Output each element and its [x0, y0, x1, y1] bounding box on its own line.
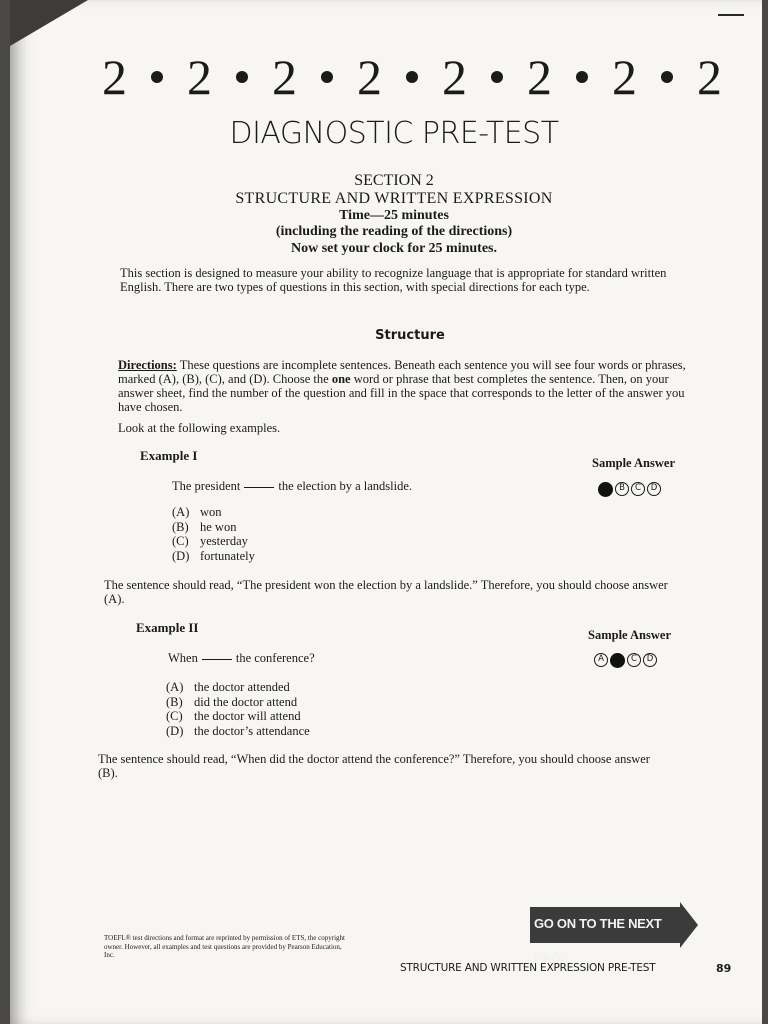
clock-instruction: Now set your clock for 25 minutes. — [291, 241, 497, 256]
bubble-filled-b — [610, 653, 625, 668]
section-number: 2 — [102, 49, 127, 105]
section-label: SECTION 2 — [354, 172, 434, 189]
section-number-banner — [102, 49, 722, 105]
option-a: (A) won — [172, 505, 222, 519]
example-1-sentence: The president the election by a landslide. — [172, 479, 413, 493]
section-number: 2 — [527, 49, 552, 105]
section-number: 2 — [612, 49, 637, 105]
bubble-d: D — [643, 653, 657, 667]
bullet-dot-icon — [321, 71, 333, 83]
example-2-sentence: When the conference? — [168, 651, 315, 665]
example-2-sample-label: Sample Answer — [588, 628, 671, 642]
bullet-dot-icon — [406, 71, 418, 83]
answer-blank — [202, 659, 232, 660]
example-2-answer-bubbles — [594, 653, 657, 668]
bullet-dot-icon — [661, 71, 673, 83]
directions-paragraph — [118, 358, 690, 414]
page-number: 89 — [716, 962, 732, 975]
arrow-right-icon — [680, 902, 698, 948]
bubble-filled-a — [598, 482, 613, 497]
example-2-explanation: The sentence should read, “When did the doctor attend the conference?” Therefore, you should choose answer (B). — [98, 752, 650, 780]
running-footer-title: STRUCTURE AND WRITTEN EXPRESSION PRE-TEST — [400, 962, 656, 974]
option-c: (C) yesterday — [172, 534, 248, 548]
examples-intro: Look at the following examples. — [118, 421, 281, 435]
answer-blank — [244, 487, 274, 488]
option-b: (B) did the doctor attend — [166, 694, 298, 709]
bubble-c: C — [631, 482, 645, 496]
page-edge-mark — [718, 14, 744, 16]
page-corner-fold — [10, 0, 88, 46]
bullet-dot-icon — [236, 71, 248, 83]
bullet-dot-icon — [491, 71, 503, 83]
directions-emphasis: one — [331, 372, 351, 386]
next-page-banner: GO ON TO THE NEXT PAGE — [530, 907, 680, 943]
option-c: (C) the doctor will attend — [166, 709, 301, 723]
bullet-dot-icon — [151, 71, 163, 83]
book-page — [10, 0, 762, 1024]
section-number: 2 — [187, 49, 212, 105]
bubble-b: B — [615, 482, 629, 496]
option-b: (B) he won — [172, 519, 237, 534]
example-1-explanation: The sentence should read, “The president won the election by a landslide.” Therefore, you should choose answer (A). — [104, 578, 668, 606]
bubble-c: C — [627, 653, 641, 667]
section-number: 2 — [272, 49, 297, 105]
example-1-answer-bubbles — [598, 482, 661, 497]
copyright-footnote: TOEFL® test directions and format are reprinted by permission of ETS, the copyright owner. However, all examples and test questions are provided by Pearson Education, Inc. — [104, 934, 345, 959]
time-limit: Time—25 minutes — [339, 208, 449, 223]
bubble-a: A — [594, 653, 608, 667]
section-number: 2 — [697, 49, 722, 105]
directions-text: These questions are incomplete sentences. Beneath each sentence you will see four words or phrases, marked (A), (B), (C), and (D). Choose the — [118, 358, 686, 386]
example-1-title: Example I — [140, 448, 198, 463]
example-1-options — [172, 505, 255, 563]
option-d: (D) fortunately — [172, 548, 255, 563]
section-number: 2 — [357, 49, 382, 105]
bullet-dot-icon — [576, 71, 588, 83]
option-a: (A) the doctor attended — [166, 680, 290, 694]
example-1-sample-label: Sample Answer — [592, 456, 675, 470]
intro-paragraph: This section is designed to measure your ability to recognize language that is appropriate for standard written English. There are two types of questions in this section, with special directions for each type. — [120, 266, 667, 294]
option-d: (D) the doctor’s attendance — [166, 723, 310, 738]
example-2-options — [166, 680, 310, 738]
directions-label: Directions: — [118, 358, 177, 372]
page-title: DIAGNOSTIC PRE-TEST — [229, 116, 559, 151]
structure-heading: Structure — [375, 328, 445, 343]
example-2-title: Example II — [136, 620, 199, 635]
section-number: 2 — [442, 49, 467, 105]
directions-text: word or phrase that best completes the sentence. Then, on your answer sheet, find the number of the question and fill in the space that corresponds to the letter of the answer you have chosen. — [118, 372, 685, 414]
bubble-d: D — [647, 482, 661, 496]
time-note: (including the reading of the directions) — [275, 224, 513, 239]
section-subtitle: STRUCTURE AND WRITTEN EXPRESSION — [235, 190, 553, 207]
